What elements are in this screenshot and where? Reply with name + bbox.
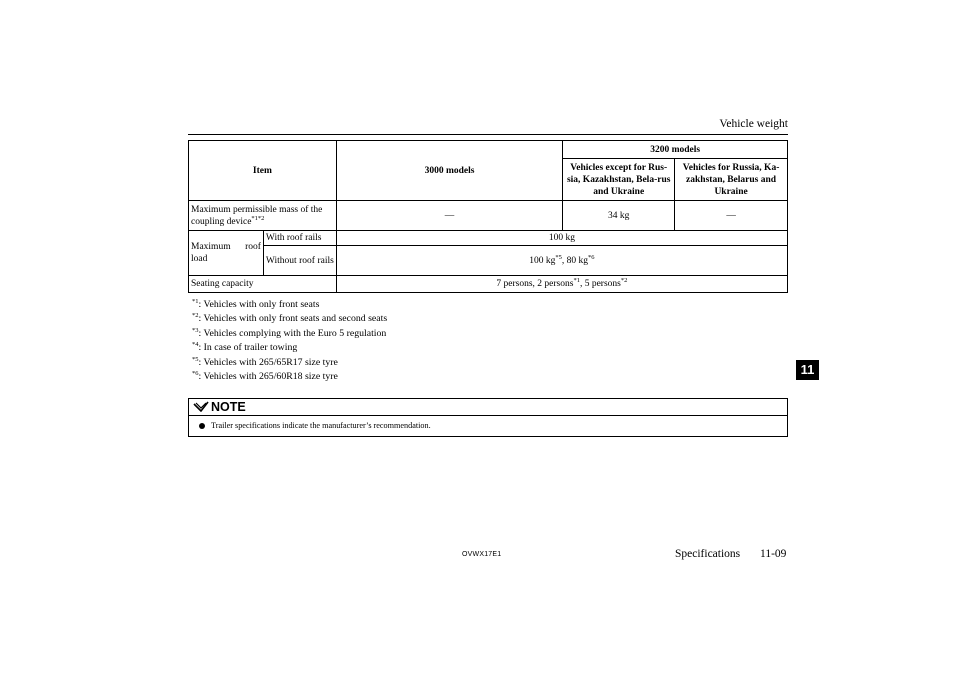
footnotes [192, 298, 387, 384]
header-3200-russia: Vehicles for Russia, Ka-zakhstan, Belarus and Ukraine [675, 159, 788, 201]
note-box [188, 398, 788, 437]
roof-load-label: Maximum roof load [189, 231, 264, 276]
footnote-text: : Vehicles with only front seats [198, 299, 320, 310]
bullet-icon [199, 423, 205, 429]
coupling-3000-value: — [336, 201, 562, 231]
footnote-text: : Vehicles complying with the Euro 5 regulation [198, 327, 387, 339]
footnote-item [192, 341, 387, 355]
footnote-item [192, 312, 387, 326]
footnote-item [192, 356, 387, 370]
footnote-text: : In case of trailer towing [198, 342, 298, 354]
seating-sup-a: *1 [573, 277, 580, 284]
roof-rails-value: 100 kg [336, 231, 787, 246]
coupling-label-sup: *1*2 [251, 214, 265, 222]
footnote-mark: *4 [192, 341, 199, 349]
seating-value-b: , 5 persons [579, 279, 621, 289]
no-roof-rails-sup-b: *6 [588, 253, 595, 261]
coupling-3200b-value: — [675, 201, 788, 231]
header-3200-except-russia: Vehicles except for Rus-sia, Kazakhstan, Bela-rus and Ukraine [563, 159, 675, 201]
seating-value-a: 7 persons, 2 persons [496, 279, 574, 289]
no-roof-rails-value-cell [336, 246, 787, 276]
no-roof-rails-value-a: 100 kg [529, 255, 556, 266]
document-id: OVWX17E1 [462, 551, 502, 558]
footnote-mark: *3 [192, 326, 199, 334]
footnote-mark: *6 [192, 370, 199, 378]
chapter-tab: 11 [796, 360, 819, 380]
footnote-mark: *2 [192, 312, 199, 320]
table-row [189, 246, 788, 276]
seating-value-cell [336, 276, 787, 293]
header-rule [188, 134, 788, 135]
seating-sup-b: *2 [620, 277, 628, 284]
note-pencil-icon [193, 400, 209, 414]
section-title: Vehicle weight [719, 118, 788, 130]
footnote-text: : Vehicles with 265/65R17 size tyre [198, 356, 338, 368]
coupling-label-cell [189, 201, 337, 231]
seating-label: Seating capacity [189, 276, 337, 293]
footnote-item [192, 298, 387, 312]
note-label: NOTE [211, 400, 246, 414]
vehicle-weight-table [188, 140, 788, 293]
no-roof-rails-label: Without roof rails [263, 246, 336, 276]
table-row [189, 276, 788, 293]
header-3000-models: 3000 models [336, 141, 562, 201]
note-header [189, 399, 787, 416]
coupling-3200a-value: 34 kg [563, 201, 675, 231]
table-row [189, 201, 788, 231]
header-item: Item [189, 141, 337, 201]
footnote-text: : Vehicles with only front seats and second seats [198, 313, 388, 325]
roof-rails-label: With roof rails [263, 231, 336, 246]
footnote-item [192, 370, 387, 384]
footnote-mark: *5 [192, 355, 199, 363]
note-item-text: Trailer specifications indicate the manufacturer’s recommendation. [211, 421, 431, 430]
coupling-label: Maximum permissible mass of the coupling device [191, 204, 323, 227]
footer-section-title: Specifications [675, 548, 741, 560]
footnote-mark: *1 [192, 298, 199, 305]
footnote-text: : Vehicles with 265/60R18 size tyre [198, 371, 338, 383]
page-number: 11-09 [760, 548, 787, 560]
note-body [189, 416, 787, 436]
no-roof-rails-sup-a: *5 [555, 253, 562, 261]
no-roof-rails-value-b: , 80 kg [561, 255, 589, 266]
footnote-item [192, 327, 387, 341]
header-3200-models: 3200 models [563, 141, 788, 159]
table-row [189, 231, 788, 246]
